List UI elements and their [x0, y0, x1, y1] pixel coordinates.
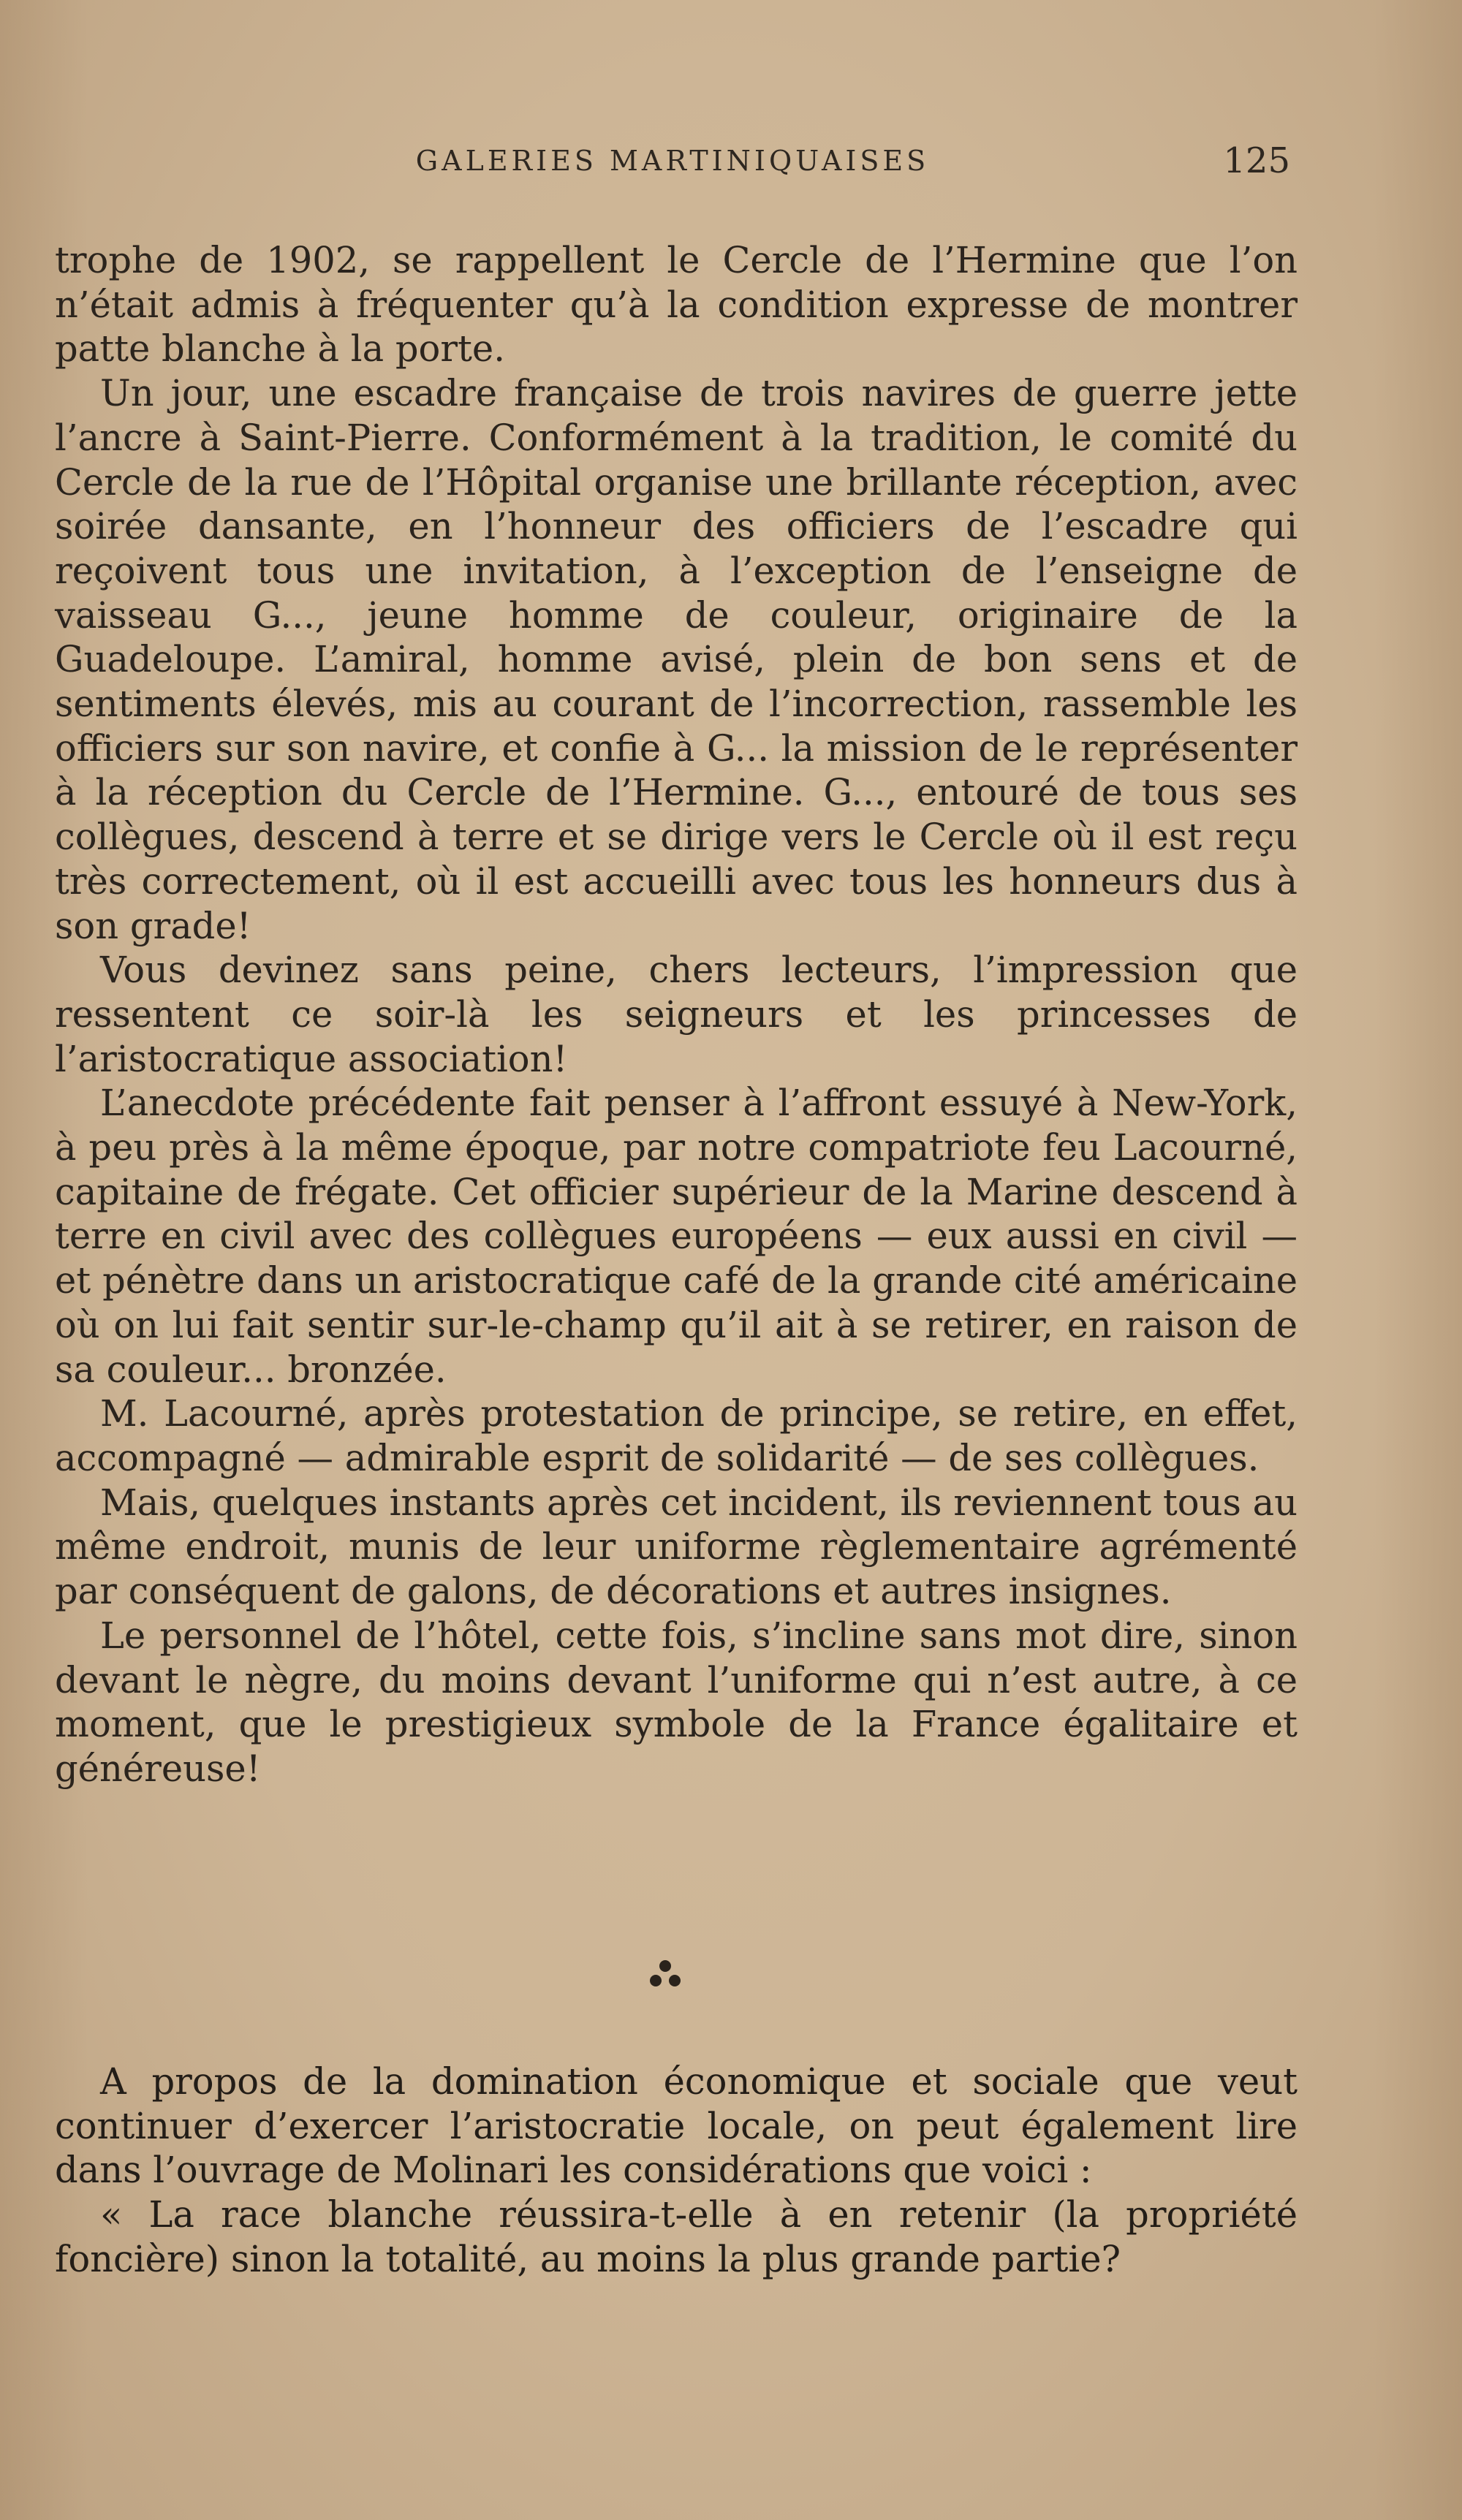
three-asterisks-icon: [640, 1953, 691, 1997]
paragraph-impression: Vous devinez sans peine, chers lecteurs, l’impression que ressentent ce soir-là les seigneurs et les princesses de l’aristocratique association!: [55, 949, 1298, 1080]
paragraph-personnel: Le personnel de l’hôtel, cette fois, s’incline sans mot dire, sinon devant le nègre, du moins devant l’uniforme qui n’est autre, à ce moment, que le prestigieux symbole de la France égalitaire et généreuse!: [55, 1614, 1298, 1790]
lower-text-block: [55, 2060, 1298, 2282]
main-text-block: [55, 238, 1298, 1791]
paragraph-reviennent: Mais, quelques instants après cet incident, ils reviennent tous au même endroit, munis de leur uniforme règlementaire agrémenté par conséquent de galons, de décorations et autres insignes.: [55, 1481, 1298, 1613]
paragraph-continued: trophe de 1902, se rappellent le Cercle de l’Hermine que l’on n’était admis à fréquenter qu’à la condition expresse de montrer patte blanche à la porte.: [55, 239, 1298, 371]
running-title: GALERIES MARTINIQUAISES: [415, 145, 930, 177]
running-header: [55, 140, 1290, 189]
paragraph-quotation: « La race blanche réussira-t-elle à en retenir (la propriété foncière) sinon la totalité, au moins la plus grande partie?: [55, 2193, 1298, 2280]
paragraph-lacourne: M. Lacourné, après protestation de principe, se retire, en effet, accompagné — admirable esprit de solidarité — de ses collègues.: [55, 1392, 1298, 1479]
paragraph-anecdote: L’anecdote précédente fait penser à l’affront essuyé à New-York, à peu près à la même époque, par notre compatriote feu Lacourné, capitaine de frégate. Cet officier supérieur de la Marine descend à terre en civil avec des collègues européens — eux aussi en civil — et pénètre dans un aristocratique café de la grande cité américaine où on lui fait sentir sur-le-champ qu’il ait à se retirer, en raison de sa couleur... bronzée.: [55, 1082, 1298, 1391]
paragraph-escadre: Un jour, une escadre française de trois navires de guerre jette l’ancre à Saint-Pierre. Conformément à la tradition, le comité du Cercle de la rue de l’Hôpital organise une brillante réception, avec soirée dansante, en l’honneur des officiers de l’escadre qui reçoivent tous une invitation, à l’exception de l’enseigne de vaisseau G..., jeune homme de couleur, originaire de la Guadeloupe. L’amiral, homme avisé, plein de bon sens et de sentiments élevés, mis au courant de l’incorrection, rassemble les officiers sur son navire, et confie à G... la mission de le représenter à la réception du Cercle de l’Hermine. G..., entouré de tous ses collègues, descend à terre et se dirige vers le Cercle où il est reçu très correctement, où il est accueilli avec tous les honneurs dus à son grade!: [55, 372, 1298, 947]
page-number: 125: [1223, 140, 1290, 181]
paragraph-molinari: A propos de la domination économique et sociale que veut continuer d’exercer l’aristocratie locale, on peut également lire dans l’ouvrage de Molinari les considérations que voici :: [55, 2060, 1298, 2192]
